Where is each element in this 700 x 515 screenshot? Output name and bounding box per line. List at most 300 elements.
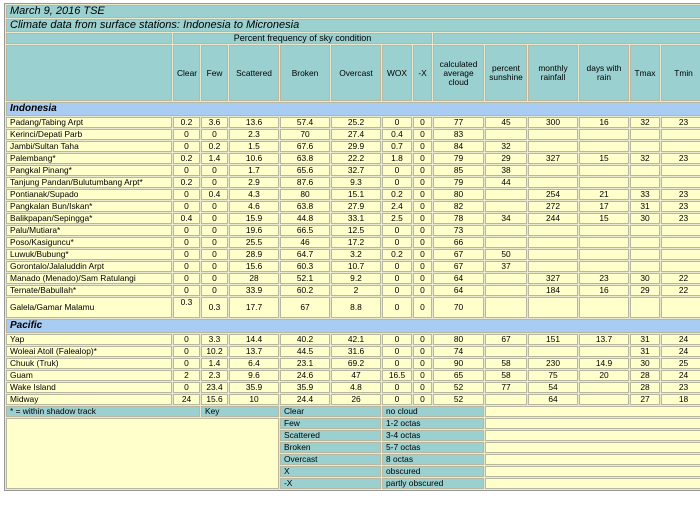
data-cell <box>630 129 660 140</box>
table-row <box>6 346 700 357</box>
data-cell: 151 <box>528 334 578 345</box>
key-definition: 1-2 octas <box>382 418 484 429</box>
column-header--x: -X <box>413 45 432 101</box>
data-cell: 80 <box>433 334 484 345</box>
data-cell: 10.7 <box>331 261 381 272</box>
data-cell: 75 <box>528 370 578 381</box>
data-cell: 27.9 <box>331 201 381 212</box>
key-row <box>6 418 700 429</box>
section-title: Pacific <box>6 319 700 333</box>
data-cell <box>579 297 629 318</box>
key-row <box>6 406 700 417</box>
data-cell: 2.9 <box>229 177 279 188</box>
data-cell: 327 <box>528 153 578 164</box>
data-cell: 272 <box>528 201 578 212</box>
data-cell: 0 <box>413 297 432 318</box>
data-cell: 87.6 <box>280 177 330 188</box>
data-cell <box>630 261 660 272</box>
data-cell: 0 <box>173 141 200 152</box>
station-name: Yap <box>6 334 172 345</box>
column-header-wox: WOX <box>382 45 412 101</box>
data-cell <box>579 129 629 140</box>
data-cell: 1.4 <box>201 358 228 369</box>
data-cell: 1.4 <box>201 153 228 164</box>
data-cell: 40.2 <box>280 334 330 345</box>
data-cell: 2.4 <box>382 201 412 212</box>
data-cell: 10 <box>229 394 279 405</box>
data-cell: 16 <box>579 117 629 128</box>
data-cell: 8.8 <box>331 297 381 318</box>
table-row <box>6 249 700 260</box>
data-cell: 52 <box>433 394 484 405</box>
key-blank-cell <box>485 466 700 477</box>
data-cell: 0 <box>173 165 200 176</box>
page-subtitle: Climate data from surface stations: Indonesia to Micronesia <box>6 19 700 32</box>
data-cell: 32 <box>630 153 660 164</box>
table-row <box>6 237 700 248</box>
data-cell: 0.2 <box>201 141 228 152</box>
data-cell: 0 <box>413 394 432 405</box>
table-row <box>6 141 700 152</box>
table-row <box>6 213 700 224</box>
data-cell <box>630 249 660 260</box>
data-cell: 13.7 <box>229 346 279 357</box>
data-cell: 33.1 <box>331 213 381 224</box>
data-cell: 0 <box>201 165 228 176</box>
data-cell: 0 <box>173 334 200 345</box>
station-name: Poso/Kasiguncu* <box>6 237 172 248</box>
data-cell: 0 <box>413 261 432 272</box>
data-cell <box>485 237 527 248</box>
section-header-row <box>6 102 700 116</box>
data-cell: 28 <box>630 370 660 381</box>
data-cell: 67 <box>433 261 484 272</box>
data-cell: 24.4 <box>280 394 330 405</box>
data-cell: 0 <box>413 213 432 224</box>
data-cell: 0 <box>382 177 412 188</box>
data-cell: 10.2 <box>201 346 228 357</box>
page-date: March 9, 2016 TSE <box>6 5 700 18</box>
data-cell <box>630 165 660 176</box>
data-cell: 17.7 <box>229 297 279 318</box>
data-cell: 0 <box>173 189 200 200</box>
data-cell: 80 <box>280 189 330 200</box>
key-blank-cell <box>485 478 700 489</box>
data-cell: 0 <box>201 261 228 272</box>
data-cell: 29 <box>485 153 527 164</box>
data-cell: 73 <box>433 225 484 236</box>
data-cell: 80 <box>433 189 484 200</box>
data-cell: 57.4 <box>280 117 330 128</box>
station-name: Pangkal Pinang* <box>6 165 172 176</box>
key-definition: obscured <box>382 466 484 477</box>
data-cell: 0 <box>382 261 412 272</box>
data-cell: 0 <box>201 213 228 224</box>
data-cell: 67 <box>485 334 527 345</box>
table-row <box>6 285 700 296</box>
data-cell: 32 <box>485 141 527 152</box>
key-definition: 8 octas <box>382 454 484 465</box>
data-cell: 9.3 <box>331 177 381 188</box>
data-cell: 16 <box>579 285 629 296</box>
data-cell: 0 <box>413 177 432 188</box>
table-row <box>6 153 700 164</box>
data-cell: 67 <box>433 249 484 260</box>
data-cell <box>485 285 527 296</box>
data-cell: 0 <box>413 285 432 296</box>
station-name: Manado (Menado)/Sam Ratulangi <box>6 273 172 284</box>
station-name: Guam <box>6 370 172 381</box>
column-header-scattered: Scattered <box>229 45 279 101</box>
data-cell: 29 <box>630 285 660 296</box>
data-cell <box>661 129 700 140</box>
data-cell: 69.2 <box>331 358 381 369</box>
table-row <box>6 382 700 393</box>
data-cell: 0 <box>413 273 432 284</box>
station-name: Padang/Tabing Arpt <box>6 117 172 128</box>
column-header-calculated-average-cloud: calculated average cloud <box>433 45 484 101</box>
data-cell <box>579 225 629 236</box>
data-cell: 31 <box>630 201 660 212</box>
data-cell: 4.6 <box>229 201 279 212</box>
station-name: Gorontalo/Jalaluddin Arpt <box>6 261 172 272</box>
data-cell <box>528 261 578 272</box>
data-cell: 0.4 <box>173 213 200 224</box>
data-cell: 21 <box>579 189 629 200</box>
data-cell <box>528 165 578 176</box>
data-cell: 31 <box>630 334 660 345</box>
station-name: Wake Island <box>6 382 172 393</box>
data-cell: 0 <box>201 249 228 260</box>
data-cell: 0.2 <box>382 189 412 200</box>
data-cell: 58 <box>485 370 527 381</box>
data-cell: 24 <box>661 370 700 381</box>
data-cell <box>630 225 660 236</box>
station-name: Palu/Mutiara* <box>6 225 172 236</box>
data-cell: 0 <box>382 237 412 248</box>
data-cell: 24 <box>661 334 700 345</box>
data-cell: 230 <box>528 358 578 369</box>
blank-header-cell <box>433 33 700 44</box>
data-cell: 0 <box>201 201 228 212</box>
data-cell: 0 <box>413 249 432 260</box>
data-cell <box>579 177 629 188</box>
data-cell <box>579 249 629 260</box>
data-cell: 54 <box>528 382 578 393</box>
data-cell: 23.1 <box>280 358 330 369</box>
data-cell: 77 <box>433 117 484 128</box>
data-cell: 25.2 <box>331 117 381 128</box>
data-cell: 64 <box>528 394 578 405</box>
table-row <box>6 177 700 188</box>
data-cell <box>661 297 700 318</box>
data-cell: 34 <box>485 213 527 224</box>
data-cell: 33 <box>630 189 660 200</box>
data-cell: 0 <box>413 141 432 152</box>
data-cell: 31 <box>630 346 660 357</box>
key-label: Key <box>201 406 279 417</box>
data-cell: 79 <box>433 177 484 188</box>
data-cell: 52 <box>433 382 484 393</box>
data-cell <box>485 346 527 357</box>
table-row <box>6 370 700 381</box>
data-cell: 24 <box>661 346 700 357</box>
data-cell <box>485 201 527 212</box>
data-cell: 0 <box>382 117 412 128</box>
data-cell: 83 <box>433 129 484 140</box>
data-cell: 0 <box>173 273 200 284</box>
data-cell: 0 <box>382 273 412 284</box>
data-cell: 44.5 <box>280 346 330 357</box>
data-cell: 23.4 <box>201 382 228 393</box>
column-header-clear: Clear <box>173 45 200 101</box>
column-header-percent-sunshine: percent sunshine <box>485 45 527 101</box>
data-cell: 15 <box>579 213 629 224</box>
data-cell <box>528 177 578 188</box>
data-cell <box>661 261 700 272</box>
data-cell: 3.3 <box>201 334 228 345</box>
data-cell <box>661 177 700 188</box>
data-cell <box>485 273 527 284</box>
data-cell: 44 <box>485 177 527 188</box>
data-cell: 10.6 <box>229 153 279 164</box>
data-cell: 31.6 <box>331 346 381 357</box>
data-cell: 0 <box>413 153 432 164</box>
data-cell <box>528 249 578 260</box>
data-cell: 2 <box>173 370 200 381</box>
key-term: Overcast <box>280 454 381 465</box>
data-cell: 67.6 <box>280 141 330 152</box>
data-cell: 24 <box>173 394 200 405</box>
data-cell: 15.1 <box>331 189 381 200</box>
data-cell: 24.6 <box>280 370 330 381</box>
column-header-overcast: Overcast <box>331 45 381 101</box>
key-term: Scattered <box>280 430 381 441</box>
data-cell <box>579 394 629 405</box>
data-cell: 23 <box>661 382 700 393</box>
data-cell: 22 <box>661 285 700 296</box>
data-cell <box>528 297 578 318</box>
station-name: Palembang* <box>6 153 172 164</box>
data-cell: 25 <box>661 358 700 369</box>
data-cell: 23 <box>661 201 700 212</box>
table-row <box>6 394 700 405</box>
column-header-monthly-rainfall: monthly rainfall <box>528 45 578 101</box>
data-cell: 30 <box>630 273 660 284</box>
column-header-days-with-rain: days with rain <box>579 45 629 101</box>
key-term: Few <box>280 418 381 429</box>
data-cell: 28 <box>630 382 660 393</box>
data-cell: 22 <box>661 273 700 284</box>
data-cell: 90 <box>433 358 484 369</box>
data-cell: 0 <box>201 285 228 296</box>
data-cell: 0 <box>173 237 200 248</box>
data-cell <box>528 237 578 248</box>
station-name: Pangkalan Bun/Iskan* <box>6 201 172 212</box>
data-cell: 0 <box>201 177 228 188</box>
data-cell: 327 <box>528 273 578 284</box>
table-row <box>6 297 700 318</box>
data-cell: 0 <box>413 370 432 381</box>
data-cell: 23 <box>661 213 700 224</box>
key-definition: no cloud <box>382 406 484 417</box>
table-row <box>6 129 700 140</box>
data-cell: 47 <box>331 370 381 381</box>
data-cell: 25.5 <box>229 237 279 248</box>
section-title: Indonesia <box>6 102 700 116</box>
data-cell: 0 <box>413 382 432 393</box>
data-cell: 0 <box>382 297 412 318</box>
data-cell: 50 <box>485 249 527 260</box>
data-cell <box>579 165 629 176</box>
data-cell: 23 <box>579 273 629 284</box>
data-cell <box>485 225 527 236</box>
data-cell: 30 <box>630 213 660 224</box>
data-cell <box>630 297 660 318</box>
data-cell: 0 <box>173 261 200 272</box>
data-cell: 67 <box>280 297 330 318</box>
data-cell: 28.9 <box>229 249 279 260</box>
data-cell: 4.8 <box>331 382 381 393</box>
data-cell: 0.2 <box>382 249 412 260</box>
data-cell: 0 <box>413 334 432 345</box>
data-cell: 0 <box>413 201 432 212</box>
key-blank-cell <box>485 418 700 429</box>
data-cell: 0 <box>173 249 200 260</box>
data-cell: 0 <box>382 165 412 176</box>
data-cell: 4.3 <box>229 189 279 200</box>
data-cell: 3.2 <box>331 249 381 260</box>
data-cell: 17.2 <box>331 237 381 248</box>
data-cell: 184 <box>528 285 578 296</box>
table-row <box>6 165 700 176</box>
data-cell <box>485 394 527 405</box>
table-row <box>6 273 700 284</box>
data-cell: 66 <box>433 237 484 248</box>
key-term: X <box>280 466 381 477</box>
data-cell <box>630 141 660 152</box>
data-cell: 9.6 <box>229 370 279 381</box>
data-cell: 2.3 <box>201 370 228 381</box>
data-cell: 79 <box>433 153 484 164</box>
key-definition: partly obscured <box>382 478 484 489</box>
data-cell: 0 <box>413 358 432 369</box>
data-cell: 0 <box>382 394 412 405</box>
data-cell: 22.2 <box>331 153 381 164</box>
data-cell: 244 <box>528 213 578 224</box>
data-cell <box>485 129 527 140</box>
blank-header-cell <box>6 33 172 44</box>
data-cell: 74 <box>433 346 484 357</box>
data-cell: 300 <box>528 117 578 128</box>
data-cell: 64 <box>433 285 484 296</box>
data-cell: 0 <box>201 225 228 236</box>
data-cell: 30 <box>630 358 660 369</box>
data-cell: 32 <box>630 117 660 128</box>
data-cell: 1.5 <box>229 141 279 152</box>
key-term: Clear <box>280 406 381 417</box>
data-cell <box>579 382 629 393</box>
data-cell: 0 <box>382 382 412 393</box>
key-term: Broken <box>280 442 381 453</box>
key-blank-cell <box>485 406 700 417</box>
data-cell: 23 <box>661 153 700 164</box>
data-cell: 19.6 <box>229 225 279 236</box>
data-cell: 64 <box>433 273 484 284</box>
data-cell: 65.6 <box>280 165 330 176</box>
data-cell: 1.7 <box>229 165 279 176</box>
data-cell: 14.4 <box>229 334 279 345</box>
data-cell: 0 <box>201 273 228 284</box>
data-cell: 0.4 <box>382 129 412 140</box>
data-cell <box>485 297 527 318</box>
key-definition: 5-7 octas <box>382 442 484 453</box>
data-cell: 37 <box>485 261 527 272</box>
data-cell: 0.2 <box>173 177 200 188</box>
section-header-row <box>6 319 700 333</box>
data-cell: 6.4 <box>229 358 279 369</box>
data-cell: 0 <box>173 382 200 393</box>
table-row <box>6 189 700 200</box>
data-cell: 20 <box>579 370 629 381</box>
station-name: Midway <box>6 394 172 405</box>
data-cell: 0 <box>413 117 432 128</box>
data-cell: 0.2 <box>173 153 200 164</box>
station-name: Chuuk (Truk) <box>6 358 172 369</box>
data-cell: 254 <box>528 189 578 200</box>
column-header-tmin: Tmin <box>661 45 700 101</box>
data-cell: 60.2 <box>280 285 330 296</box>
key-blank-cell <box>485 442 700 453</box>
data-cell: 13.7 <box>579 334 629 345</box>
column-header-few: Few <box>201 45 228 101</box>
data-cell: 15.9 <box>229 213 279 224</box>
data-cell: 0.4 <box>201 189 228 200</box>
table-row <box>6 358 700 369</box>
data-cell: 65 <box>433 370 484 381</box>
data-cell: 27.4 <box>331 129 381 140</box>
data-cell <box>661 225 700 236</box>
data-cell: 0 <box>173 201 200 212</box>
data-cell: 0 <box>413 129 432 140</box>
data-cell: 0 <box>173 285 200 296</box>
shadow-track-note: * = within shadow track <box>6 406 200 417</box>
data-cell: 0.3 <box>173 297 200 318</box>
data-cell <box>528 141 578 152</box>
data-cell: 15.6 <box>229 261 279 272</box>
data-cell: 0 <box>173 225 200 236</box>
data-cell: 58 <box>485 358 527 369</box>
key-blank-cell <box>485 454 700 465</box>
data-cell: 13.6 <box>229 117 279 128</box>
data-cell <box>579 237 629 248</box>
data-cell: 0 <box>413 189 432 200</box>
station-name: Luwuk/Bubung* <box>6 249 172 260</box>
data-cell: 29.9 <box>331 141 381 152</box>
data-cell: 14.9 <box>579 358 629 369</box>
data-cell <box>661 141 700 152</box>
station-name: Jambi/Sultan Taha <box>6 141 172 152</box>
data-cell: 27 <box>630 394 660 405</box>
column-header-tmax: Tmax <box>630 45 660 101</box>
data-cell <box>528 346 578 357</box>
data-cell: 33.9 <box>229 285 279 296</box>
key-term: -X <box>280 478 381 489</box>
data-cell: 12.5 <box>331 225 381 236</box>
column-header-broken: Broken <box>280 45 330 101</box>
data-cell: 16.5 <box>382 370 412 381</box>
data-cell: 66.5 <box>280 225 330 236</box>
